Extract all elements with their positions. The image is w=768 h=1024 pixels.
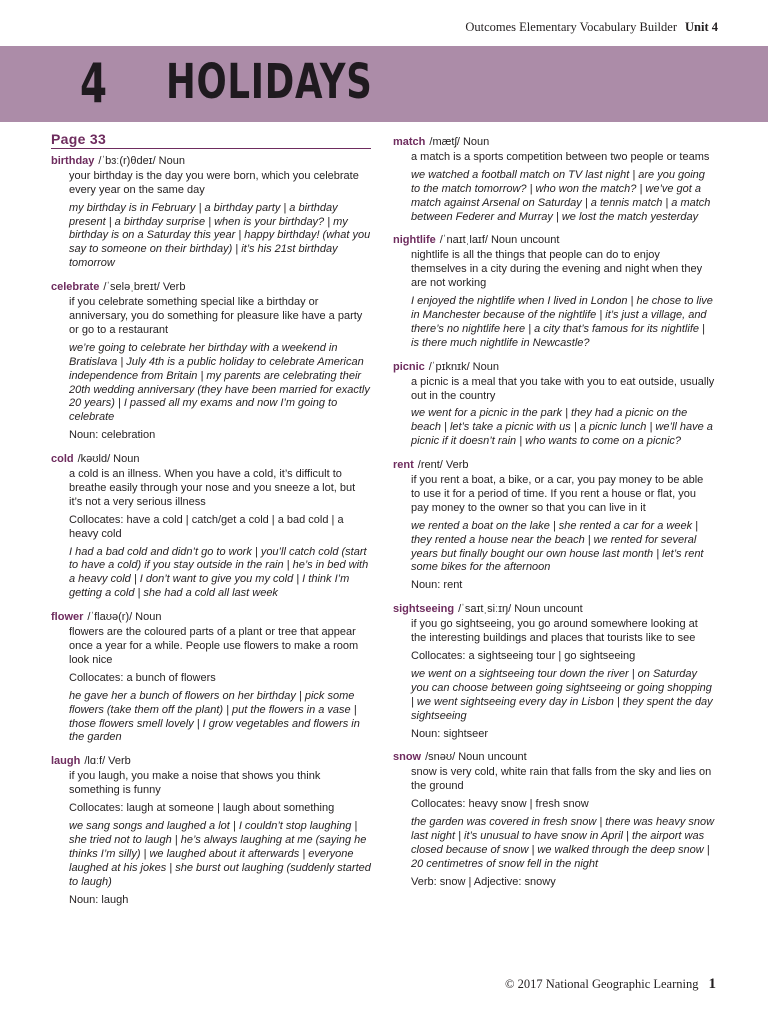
collocates: Collocates: heavy snow | fresh snow — [411, 798, 589, 811]
running-header — [465, 20, 718, 35]
collocates: Collocates: a bunch of flowers — [69, 671, 216, 684]
headword: picnic — [393, 360, 425, 373]
examples: we sang songs and laughed a lot | I couldn’t stop laughing | she tried not to laugh | he’s always laughing at me (saying he thinks I’m silly) | we laughed about it afterwards | everyone laughed at his jokes | she burst out laughing (suddenly started to laugh) — [69, 819, 371, 888]
entry-headword-line — [393, 361, 715, 375]
right-column — [393, 136, 715, 900]
examples: we rented a boat on the lake | she rented a car for a week | they rented a house near the beach | we rented for several years but finally bought our own house last month | let’s rent some bikes for the afternoon — [411, 519, 704, 574]
definition: if you laugh, you make a noise that shows you think something is funny — [69, 770, 321, 797]
copyright: © 2017 National Geographic Learning — [505, 977, 699, 991]
dictionary-entry — [51, 155, 371, 271]
headword: celebrate — [51, 281, 100, 294]
entry-headword-line — [393, 136, 715, 150]
entry-body — [393, 618, 715, 741]
definition: your birthday is the day you were born, which you celebrate every year on the same day — [69, 169, 359, 196]
entry-body — [51, 626, 371, 745]
part-of-speech: Noun — [135, 611, 162, 624]
related-form: Verb: snow | Adjective: snowy — [411, 875, 556, 888]
part-of-speech: Verb — [445, 459, 469, 472]
part-of-speech: Noun — [472, 360, 499, 373]
headword: laugh — [51, 755, 81, 768]
dictionary-entry — [51, 453, 371, 601]
pronunciation: /ˈbɜː(r)θdeɪ/ — [98, 154, 156, 167]
unit-title: HOLIDAYS — [166, 54, 373, 110]
definition: a cold is an illness. When you have a cold, it’s difficult to breathe easily through your nose and you sneeze a lot, but it’s not a very serious illness — [69, 468, 356, 508]
entry-body — [51, 296, 371, 443]
entry-headword-line — [393, 234, 715, 248]
examples: we watched a football match on TV last night | are you going to the match tomorrow? | who won the match? | we’ve got a match against Arsenal on Saturday | a tennis match | a match between Federer and Murray | we lost the match yesterday — [411, 168, 711, 223]
collocates: Collocates: laugh at someone | laugh about something — [69, 802, 335, 815]
headword: match — [393, 136, 426, 148]
headword: flower — [51, 611, 84, 624]
entry-headword-line — [51, 611, 371, 625]
dictionary-entry — [393, 459, 715, 593]
part-of-speech: Verb — [162, 281, 186, 294]
headword: snow — [393, 751, 422, 764]
left-column — [51, 133, 371, 917]
examples: I enjoyed the nightlife when I lived in London | he chose to live in Manchester because of the nightlife | it’s just a village, and there’s no nightlife here | a city that’s famous for its nightlife | is there much nightlife in Newcastle? — [411, 295, 713, 349]
definition: if you go sightseeing, you go around somewhere looking at the interesting buildings and places that tourists like to see — [411, 618, 698, 645]
pronunciation: /mætʃ/ — [429, 136, 460, 148]
dictionary-entry — [393, 361, 715, 449]
part-of-speech: Noun uncount — [514, 603, 583, 616]
right-entries — [393, 136, 715, 890]
related-form: Noun: celebration — [69, 429, 156, 442]
examples: we’re going to celebrate her birthday with a weekend in Bratislava | July 4th is a public holiday to celebrate American independence from Britain | my parents are celebrating their 20th wedding anniversary (they have been married for exactly 20 years) | I passed all my exams and now I’m going to celebrate — [69, 341, 370, 424]
pronunciation: /ˈsaɪtˌsiːɪŋ/ — [458, 603, 512, 616]
related-form: Noun: sightseer — [411, 727, 489, 740]
headword: nightlife — [393, 234, 436, 247]
related-form: Noun: rent — [411, 579, 463, 592]
part-of-speech: Noun — [158, 154, 185, 167]
headword: cold — [51, 453, 74, 466]
dictionary-entry — [393, 603, 715, 741]
part-of-speech: Noun — [113, 453, 140, 466]
related-form: Noun: laugh — [69, 893, 129, 906]
left-entries — [51, 155, 371, 908]
collocates: Collocates: a sightseeing tour | go sightseeing — [411, 650, 636, 662]
entry-body — [393, 151, 715, 225]
footer — [505, 976, 716, 993]
entry-headword-line — [51, 155, 371, 169]
entry-headword-line — [393, 459, 715, 473]
entry-headword-line — [393, 603, 715, 617]
pronunciation: /ˈseləˌbreɪt/ — [103, 281, 160, 294]
definition: nightlife is all the things that people can do to enjoy themselves in a city during the evening and night when they are not working — [411, 249, 703, 290]
entry-body — [393, 249, 715, 350]
page-number: 1 — [708, 976, 716, 992]
examples: we went for a picnic in the park | they had a picnic on the beach | let’s take a picnic with us | a picnic lunch | we’ll have a picnic if it doesn’t rain | who wants to come on a picnic? — [411, 407, 713, 448]
headword: birthday — [51, 154, 95, 167]
examples: my birthday is in February | a birthday party | a birthday present | a birthday surprise | when is your birthday? | my birthday is on a Saturday this year | happy birthday! (what you say to someone on their birthday) | it’s his 21st birthday tomorrow — [69, 201, 371, 270]
page-label: Page 33 — [51, 133, 371, 149]
part-of-speech: Noun uncount — [458, 751, 527, 764]
definition: flowers are the coloured parts of a plant or tree that appear once a year for a while. People use flowers to make a room look nice — [69, 626, 359, 666]
pronunciation: /ˈpɪknɪk/ — [428, 360, 470, 373]
examples: he gave her a bunch of flowers on her birthday | pick some flowers (take them off the plant) | put the flowers in a vase | those flowers smell lovely | I grow vegetables and flowers in the garden — [69, 689, 360, 744]
entry-body — [51, 170, 371, 271]
entry-headword-line — [393, 751, 715, 765]
pronunciation: /ˈnaɪtˌlaɪf/ — [439, 234, 488, 247]
pronunciation: /snəʊ/ — [425, 751, 456, 764]
collocates: Collocates: have a cold | catch/get a cold | a bad cold | a heavy cold — [69, 513, 344, 540]
pronunciation: /ˈflaʊə(r)/ — [87, 611, 133, 624]
headword: sightseeing — [393, 603, 455, 616]
entry-body — [51, 770, 371, 907]
definition: snow is very cold, white rain that falls from the sky and lies on the ground — [411, 766, 712, 793]
examples: the garden was covered in fresh snow | there was heavy snow last night | it’s unusual to have snow in April | the airport was closed because of snow | we walked through the deep snow | 20 centimetres of snow fell in the night — [411, 816, 715, 870]
dictionary-entry — [393, 751, 715, 889]
part-of-speech: Verb — [108, 755, 131, 768]
entry-body — [51, 468, 371, 601]
unit-label: Unit 4 — [685, 20, 718, 34]
examples: we went on a sightseeing tour down the river | on Saturday you can choose between going sightseeing or going shopping | we went sightseeing every day in Lisbon | they spent the day sightseeing — [411, 667, 713, 722]
part-of-speech: Noun — [462, 136, 490, 148]
dictionary-entry — [51, 281, 371, 443]
entry-headword-line — [51, 453, 371, 467]
definition: if you rent a boat, a bike, or a car, you pay money to be able to use it for a period of time. If you rent a house or flat, you pay money to the owner so that you can live in it — [411, 474, 704, 514]
unit-banner — [0, 46, 768, 122]
entry-body — [393, 766, 715, 889]
pronunciation: /kəʊld/ — [77, 453, 111, 466]
dictionary-entry — [393, 136, 715, 224]
dictionary-entry — [393, 234, 715, 350]
dictionary-entry — [51, 755, 371, 907]
pronunciation: /lɑːf/ — [84, 755, 106, 768]
part-of-speech: Noun uncount — [490, 234, 560, 247]
definition: a picnic is a meal that you take with you to eat outside, usually out in the country — [411, 375, 715, 402]
definition: if you celebrate something special like a birthday or anniversary, you do something for pleasure like have a party or go to a restaurant — [69, 296, 363, 336]
entry-headword-line — [51, 755, 371, 769]
entry-headword-line — [51, 281, 371, 295]
book-title: Outcomes Elementary Vocabulary Builder — [465, 20, 677, 34]
dictionary-entry — [51, 611, 371, 745]
unit-number: 4 — [80, 52, 108, 115]
entry-body — [393, 474, 715, 593]
entry-body — [393, 376, 715, 450]
headword: rent — [393, 459, 414, 472]
pronunciation: /rent/ — [417, 459, 443, 472]
definition: a match is a sports competition between two people or teams — [411, 150, 710, 163]
examples: I had a bad cold and didn’t go to work | you’ll catch cold (start to have a cold) if you stay outside in the rain | he’s in bed with a heavy cold | I don’t want to give you my cold | I think I’m getting a cold | she had a cold all last week — [69, 545, 369, 600]
